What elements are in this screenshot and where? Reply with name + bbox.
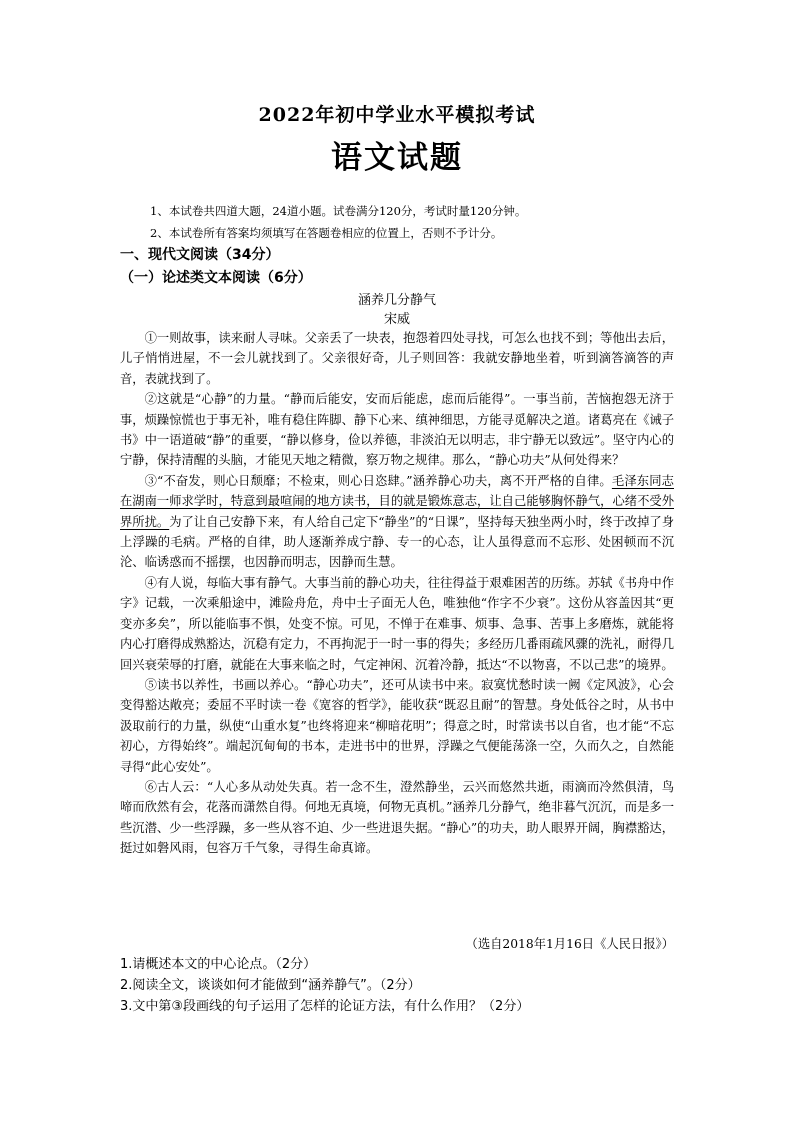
article-author: 宋威 bbox=[383, 312, 410, 327]
underlined-sentence: 毛泽东同志在湖南一师求学时，特意到最喧闹的地方读书，目的就是锻炼意志，让自己能够胸怀静气，心绪不受外界所扰。 bbox=[120, 473, 674, 529]
paragraph-5: ⑤读书以养性，书画以养心。“静心功夫”，还可从读书中来。寂寞忧愁时读一阙《定风波》，心会变得豁达敞亮；委屈不平时读一卷《宽容的哲学》，能收获“既忍且耐”的智慧。身处低谷之时，从书中汲取前行的力量，纵使“山重水复”也终将迎来“柳暗花明”；得意之时，时常读书以自省，也才能“不忘初心，方得始终”。端起沉甸甸的书本，走进书中的世界，浮躁之气便能荡涤一空，久而久之，自然能寻得“此心安处”。 bbox=[120, 677, 674, 774]
question-2: 2.阅读全文，谈谈如何才能做到“涵养静气”。（2分） bbox=[120, 978, 421, 993]
exam-instructions bbox=[150, 200, 710, 244]
article-title: 涵养几分静气 bbox=[357, 293, 436, 308]
instruction-line: 1、本试卷共四道大题，24道小题。试卷满分120分，考试时量120分钟。 bbox=[150, 204, 527, 218]
article-source: （选自2018年1月16日《人民日报》） bbox=[465, 937, 674, 951]
paragraph-1: ①一则故事，读来耐人寻味。父亲丢了一块表，抱怨着四处寻找，可怎么也找不到；等他出去后，儿子悄悄进屋，不一会儿就找到了。父亲很好奇，儿子则回答：我就安静地坐着，听到滴答滴答的声音，表就找到了。 bbox=[120, 331, 674, 386]
paragraph-6: ⑥古人云：“人心多从动处失真。若一念不生，澄然静坐，云兴而悠然共逝，雨滴而冷然俱清，鸟啼而欣然有会，花落而潇然自得。何地无真境，何物无真机。”涵养几分静气，绝非暮气沉沉，而是多一些沉潜、少一些浮躁，多一些从容不迫、少一些进退失据。“静心”的功夫，助人眼界开阔，胸襟豁达，挺过如磐风雨，包容万千气象，寻得生命真谛。 bbox=[120, 779, 674, 856]
subject-title: 语文试题 bbox=[331, 140, 463, 176]
paragraph-2: ②这就是“心静”的力量。“静而后能安，安而后能虑，虑而后能得”。一事当前，苦恼抱怨无济于事，烦躁惊慌也于事无补，唯有稳住阵脚、静下心来、缜神细思，方能寻觅解决之道。诸葛亮在《诫子书》中一语道破“静”的重要，“静以修身，俭以养德，非淡泊无以明志，非宁静无以致远”。坚守内心的宁静，保持清醒的头脑，才能见天地之精微，察万物之规律。那么，“静心功夫”从何处得来？ bbox=[120, 392, 674, 468]
paragraph-3-rest: 为了让自己安静下来，有人给自己定下“静坐”的“日课”，坚持每天独坐两小时，终于改掉了身上浮躁的毛病。严格的自律，助人逐渐养成宁静、专一的心态，让人虽得意而不忘形、处困顿而不沉沦、临诱惑而不摇摆，也因静而明志，因静而生慧。 bbox=[120, 514, 674, 570]
paragraph-4: ④有人说，每临大事有静气。大事当前的静心功夫，往往得益于艰难困苦的历练。苏轼《书舟中作字》记载，一次乘船途中，滩险舟危，舟中士子面无人色，唯独他“作字不少衰”。这份从容盖因其“更变亦多矣”，所以能临事不惧，处变不惊。可见，不惮于在难事、烦事、急事、苦事上多磨炼，就能将内心打磨得成熟豁达，沉稳有定力，不再拘泥于一时一事的得失；多经历几番雨疏风骤的洗礼，耐得几回兴衰荣辱的打磨，就能在大事来临之时，气定神闲、沉着冷静，抵达“不以物喜，不以己悲”的境界。 bbox=[120, 575, 674, 672]
instruction-line: 2、本试卷所有答案均须填写在答题卷相应的位置上，否则不予计分。 bbox=[150, 226, 503, 240]
question-3: 3.文中第③段画线的句子运用了怎样的论证方法，有什么作用？（2分） bbox=[120, 999, 530, 1014]
section-heading: 一、现代文阅读（34分） bbox=[120, 247, 280, 263]
question-list bbox=[120, 954, 680, 1017]
exam-title: 2022年初中学业水平模拟考试 bbox=[258, 104, 536, 126]
article-body bbox=[120, 328, 674, 859]
question-1: 1.请概述本文的中心论点。（2分） bbox=[120, 957, 317, 972]
sub-section-heading: （一）论述类文本阅读（6分） bbox=[120, 270, 312, 286]
paragraph-3 bbox=[120, 471, 674, 573]
paragraph-3-lead: ③“不奋发，则心日颓靡；不检束，则心日恣肆。”涵养静心功夫，离不开严格的自律。 bbox=[144, 473, 612, 488]
